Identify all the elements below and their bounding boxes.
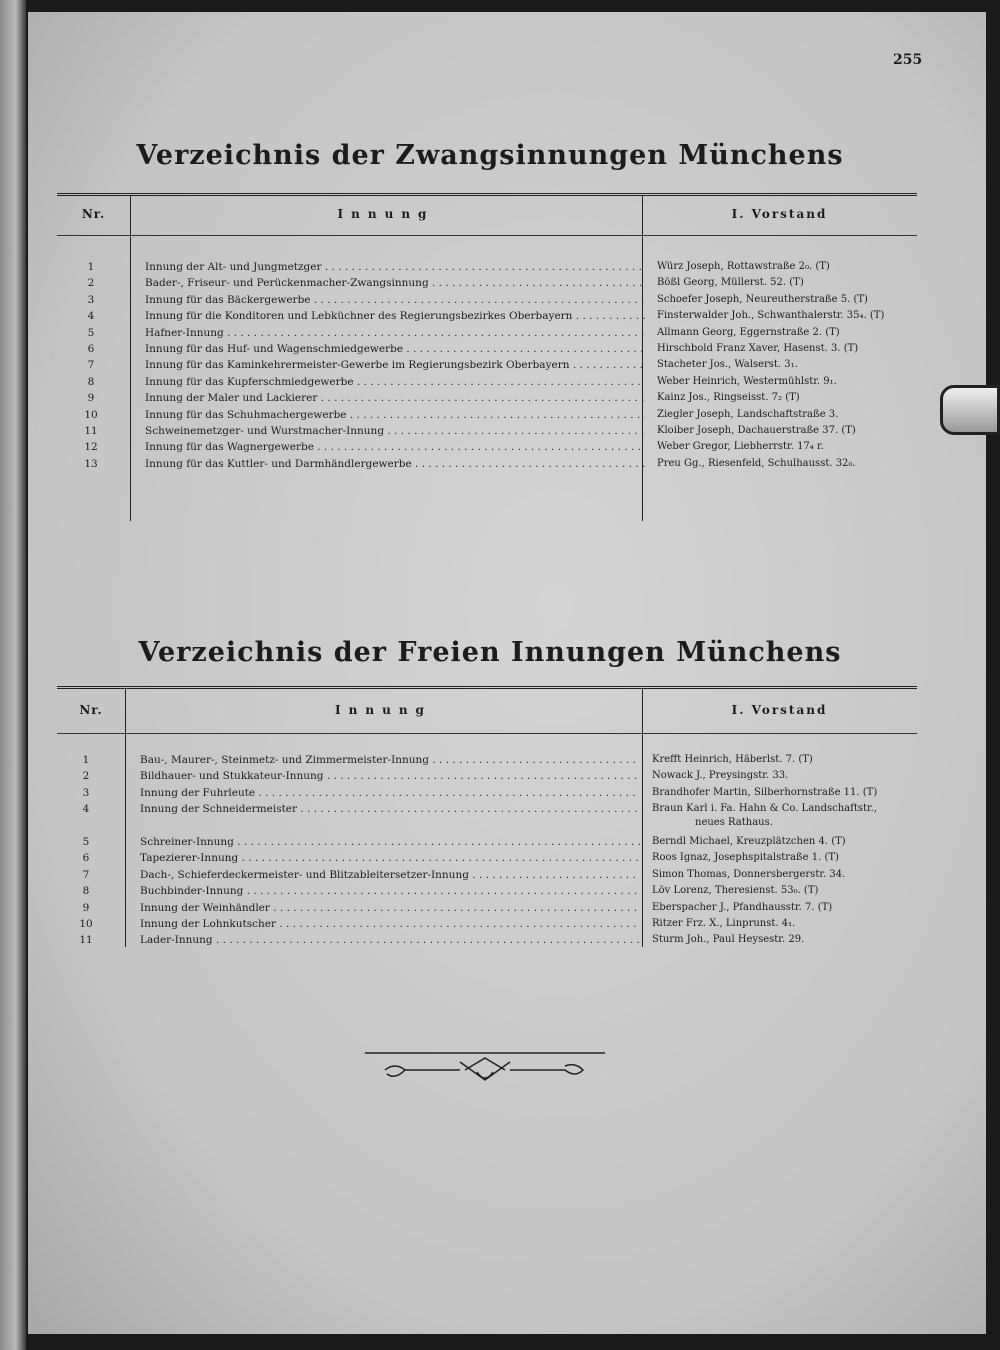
innung-name: Bader-, Friseur- und Perückenmacher-Zwangsinnung . . . (145, 275, 645, 291)
vorstand-name: Simon Thomas, Donnersbergerstr. 34. (652, 868, 846, 880)
adjacent-page-edge (0, 0, 26, 1350)
vorstand-name: Kainz Jos., Ringseisst. 7₂ (T) (657, 392, 800, 404)
vorstand-name: Würz Joseph, Rottawstraße 2₀. (T) (657, 261, 830, 272)
innung-name: Tapezierer-Innung . . . (140, 850, 640, 866)
innung-name: Innung der Lohnkutscher . . . (140, 916, 640, 932)
row-number: 8 (82, 885, 90, 898)
row-number: 10 (79, 918, 93, 930)
table-row (55, 900, 925, 916)
innung-name: Innung für das Wagnergewerbe . . . (145, 439, 645, 455)
vorstand-name: Weber Heinrich, Westermühlstr. 9₁. (657, 375, 837, 387)
vorstand-name: Eberspacher J., Pfandhausstr. 7. (T) (652, 901, 833, 913)
table-row (55, 801, 925, 829)
vorstand-name: Berndl Michael, Kreuzplätzchen 4. (T) (652, 836, 846, 847)
vorstand-name: Ziegler Joseph, Landschaftstraße 3. (657, 408, 839, 420)
row-number: 11 (84, 425, 98, 437)
table-top-rule (57, 193, 917, 196)
vorstand-name: Roos Ignaz, Josephspitalstraße 1. (T) (652, 852, 839, 864)
section-title-freie-innungen: Verzeichnis der Freien Innungen Münchens (138, 637, 842, 668)
innung-name: Innung der Maler und Lackierer . . . (145, 390, 645, 406)
row-number: 3 (82, 786, 90, 799)
row-number: 4 (87, 310, 95, 323)
header-rule (57, 733, 917, 734)
vorstand-name-continued: neues Rathaus. (695, 817, 773, 829)
innung-name: Innung der Schneidermeister . . . (140, 801, 640, 817)
row-number: 5 (87, 326, 95, 339)
vorstand-name: Allmann Georg, Eggernstraße 2. (T) (657, 326, 840, 338)
row-number: 3 (87, 293, 95, 306)
table-row (60, 325, 930, 341)
row-number: 5 (82, 836, 90, 848)
table-top-rule (57, 686, 917, 689)
row-number: 12 (84, 441, 98, 454)
table-row (60, 357, 930, 373)
innung-name: Innung für das Huf- und Wagenschmiedgewerbe . . . (145, 341, 645, 357)
row-number: 2 (87, 277, 95, 290)
vorstand-name: Ritzer Frz. X., Linprunst. 4₁. (652, 918, 796, 929)
header-innung: Innung (335, 703, 432, 717)
table-row (60, 275, 930, 291)
innung-name: Innung für das Kaminkehrermeister-Gewerbe im Regierungsbezirk Oberbayern . . . (145, 357, 645, 373)
table-row (60, 341, 930, 357)
row-number: 6 (82, 852, 90, 865)
table-row (55, 785, 925, 801)
innung-name: Innung der Alt- und Jungmetzger . . . (145, 259, 645, 275)
vorstand-name: Bößl Georg, Müllerst. 52. (T) (657, 277, 804, 289)
table-row (60, 439, 930, 455)
vorstand-name: Nowack J., Preysingstr. 33. (652, 770, 789, 782)
innung-name: Innung für das Kupferschmiedgewerbe . . . (145, 374, 645, 390)
innung-name: Innung der Weinhändler . . . (140, 900, 640, 916)
innung-name: Schreiner-Innung . . . (140, 834, 640, 850)
section-title-zwangsinnungen: Verzeichnis der Zwangsinnungen Münchens (136, 140, 844, 171)
row-number: 10 (84, 408, 98, 421)
table-row (55, 883, 925, 899)
vorstand-name: Weber Gregor, Liebherrstr. 17₄ r. (657, 441, 824, 453)
row-number: 8 (87, 375, 95, 388)
row-number: 9 (87, 392, 95, 405)
header-rule (57, 235, 917, 236)
innung-name: Innung der Fuhrleute . . . (140, 785, 640, 801)
table-row (55, 834, 925, 850)
header-vorstand: I. Vorstand (731, 703, 828, 717)
innung-name: Innung für die Konditoren und Lebküchner des Regierungsbezirkes Oberbayern . . . (145, 308, 645, 324)
table-row (60, 308, 930, 324)
row-number: 9 (82, 901, 90, 914)
header-vorstand: I. Vorstand (731, 207, 828, 221)
innung-name: Dach-, Schieferdeckermeister- und Blitzableitersetzer-Innung . . . (140, 867, 640, 883)
innung-name: Bau-, Maurer-, Steinmetz- und Zimmermeister-Innung . . . (140, 752, 640, 768)
table-row (60, 374, 930, 390)
innung-name: Bildhauer- und Stukkateur-Innung . . . (140, 768, 640, 784)
vorstand-name: Hirschbold Franz Xaver, Hasenst. 3. (T) (657, 343, 859, 354)
table-row (55, 932, 925, 948)
vorstand-name: Stacheter Jos., Walserst. 3₁. (657, 359, 798, 371)
header-nr: Nr. (79, 703, 103, 717)
table-row (55, 768, 925, 784)
row-number: 4 (82, 803, 90, 816)
table-row (55, 916, 925, 932)
innung-name: Buchbinder-Innung . . . (140, 883, 640, 899)
table-row (60, 292, 930, 308)
vorstand-name: Schoefer Joseph, Neureutherstraße 5. (T) (657, 293, 868, 305)
row-number: 13 (84, 457, 98, 470)
table-row (55, 867, 925, 883)
vorstand-name: Finsterwalder Joh., Schwanthalerstr. 35₄. (T) (657, 310, 885, 322)
vorstand-name: Brandhofer Martin, Silberhornstraße 11. (T) (652, 786, 878, 798)
row-number: 1 (82, 754, 90, 766)
vorstand-name: Kloiber Joseph, Dachauerstraße 37. (T) (657, 425, 856, 436)
bookmark-clip (940, 385, 1000, 435)
vorstand-name: Sturm Joh., Paul Heysestr. 29. (652, 934, 805, 946)
row-number: 11 (79, 934, 93, 947)
innung-name: Lader-Innung . . . (140, 932, 640, 948)
table-row (60, 259, 930, 275)
innung-name: Hafner-Innung . . . (145, 325, 645, 341)
table-row (60, 456, 930, 472)
decorative-ornament (365, 1050, 605, 1086)
table-row (55, 850, 925, 866)
innung-name: Innung für das Schuhmachergewerbe . . . (145, 407, 645, 423)
table-row (55, 752, 925, 768)
vorstand-name: Braun Karl i. Fa. Hahn & Co. Landschaftstr., (652, 803, 878, 815)
row-number: 6 (87, 343, 95, 355)
innung-name: Innung für das Bäckergewerbe . . . (145, 292, 645, 308)
innung-name: Innung für das Kuttler- und Darmhändlergewerbe . . . (145, 456, 645, 472)
table-row (60, 407, 930, 423)
vorstand-name: Preu Gg., Riesenfeld, Schulhausst. 32₀. (657, 457, 856, 469)
header-innung: Innung (337, 207, 435, 221)
row-number: 2 (82, 770, 90, 783)
table-row (60, 390, 930, 406)
vorstand-name: Krefft Heinrich, Häberlst. 7. (T) (652, 754, 813, 765)
table-row (60, 423, 930, 439)
page-number: 255 (893, 52, 923, 68)
row-number: 7 (87, 359, 95, 372)
innung-name: Schweinemetzger- und Wurstmacher-Innung . . . (145, 423, 645, 439)
vorstand-name: Löv Lorenz, Theresienst. 53₀. (T) (652, 885, 819, 897)
header-nr: Nr. (81, 207, 106, 221)
row-number: 7 (82, 868, 90, 881)
row-number: 1 (87, 261, 95, 273)
